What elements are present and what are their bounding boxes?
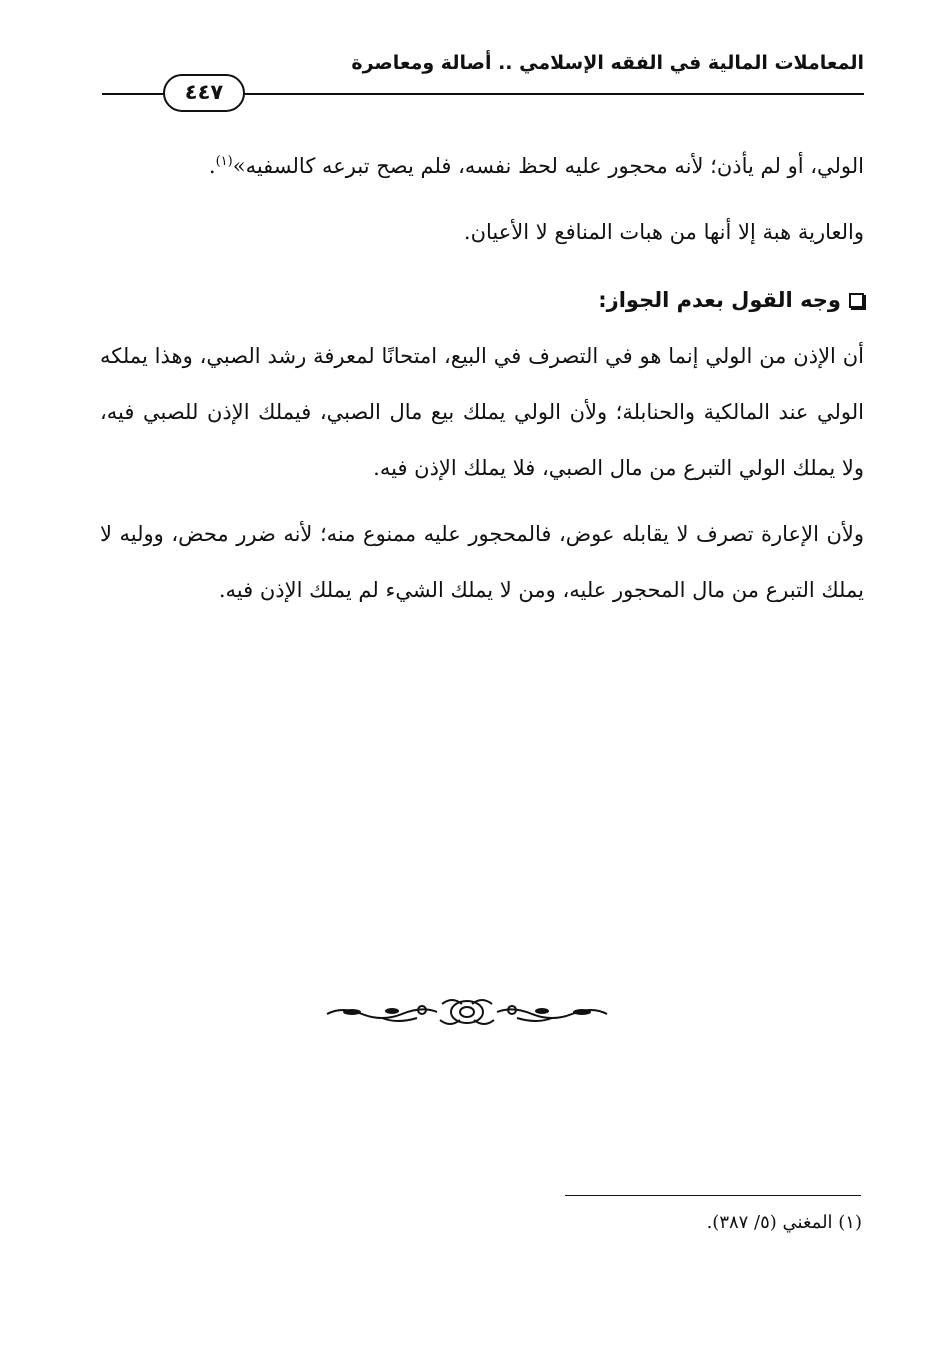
paragraph-2: والعارية هبة إلا أنها من هبات المنافع لا الأعيان.: [463, 220, 864, 244]
page-number: ٤٤٧: [163, 74, 245, 112]
paragraph-1-end: .: [208, 154, 216, 178]
section-heading: [100, 272, 864, 328]
footnote-separator: [565, 1195, 861, 1196]
decorative-ornament-icon: [322, 994, 612, 1030]
paragraph-1: [100, 138, 864, 194]
checkbox-square-icon: [849, 293, 864, 308]
main-text: [100, 138, 864, 618]
running-header-title: المعاملات المالية في الفقه الإسلامي .. أصالة ومعاصرة: [351, 52, 864, 74]
paragraph-1-text: الولي، أو لم يأذن؛ لأنه محجور عليه لحظ نفسه، فلم يصح تبرعه كالسفيه»: [232, 154, 864, 178]
paragraph-3: أن الإذن من الولي إنما هو في التصرف في البيع، امتحانًا لمعرفة رشد الصبي، وهذا يملكه الولي عند المالكية والحنابلة؛ ولأن الولي يملك بيع مال الصبي، فيملك الإذن للصبي فيه، ولا يملك الولي التبرع من مال الصبي، فلا يملك الإذن فيه.: [100, 344, 864, 480]
section-heading-text: وجه القول بعدم الجواز:: [598, 288, 841, 312]
footnote-1: (١) المغني (٥/ ٣٨٧).: [706, 1212, 862, 1233]
paragraph-4: ولأن الإعارة تصرف لا يقابله عوض، فالمحجور عليه ممنوع منه؛ لأنه ضرر محض، ووليه لا يملك التبرع من مال المحجور عليه، ومن لا يملك الشيء لم يملك الإذن فيه.: [100, 522, 864, 602]
footnote-reference: (١): [215, 154, 233, 169]
